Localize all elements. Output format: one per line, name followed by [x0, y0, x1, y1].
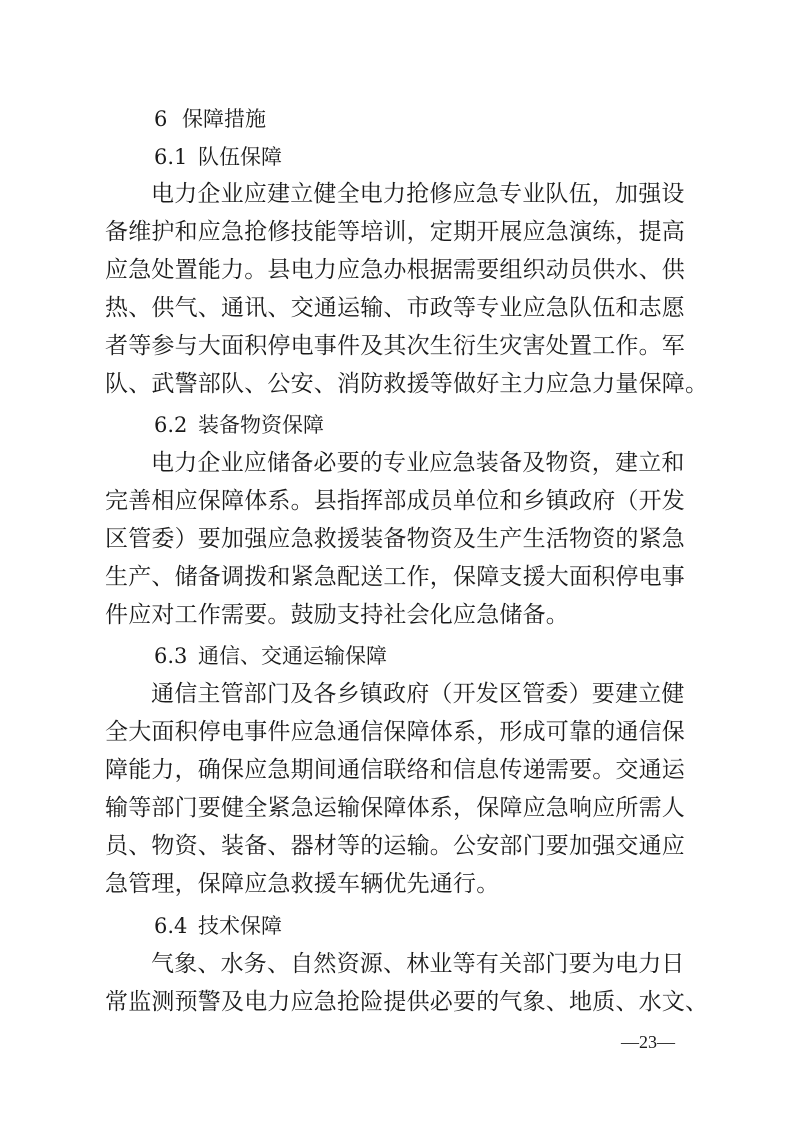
paragraph-line: 障能力，确保应急期间通信联络和信息传递需要。交通运 — [105, 757, 685, 783]
paragraph-line: 队、武警部队、公安、消防救援等做好主力应急力量保障。 — [105, 371, 709, 397]
paragraph-line: 急管理，保障应急救援车辆优先通行。 — [105, 871, 500, 897]
paragraph-line: 应急处置能力。县电力应急办根据需要组织动员供水、供 — [105, 257, 685, 283]
subsection-heading — [154, 139, 739, 175]
subsection-title: 装备物资保障 — [198, 413, 324, 437]
paragraph-line: 完善相应保障体系。县指挥部成员单位和乡镇政府（开发 — [105, 488, 685, 514]
paragraph-line: 电力企业应建立健全电力抢修应急专业队伍，加强设 — [151, 181, 685, 207]
paragraph-line: 通信主管部门及各乡镇政府（开发区管委）要建立健 — [151, 681, 685, 707]
subsection-number: 6.3 — [154, 644, 188, 668]
subsection-number: 6.1 — [154, 145, 188, 169]
subsection-heading — [154, 638, 739, 674]
paragraph-line: 员、物资、装备、器材等的运输。公安部门要加强交通应 — [105, 833, 685, 859]
subsection-title: 通信、交通运输保障 — [198, 644, 387, 668]
subsection-number: 6.4 — [154, 914, 188, 938]
paragraph-line: 区管委）要加强应急救援装备物资及生产生活物资的紧急 — [105, 526, 685, 552]
paragraph-line: 常监测预警及电力应急抢险提供必要的气象、地质、水文、 — [105, 989, 709, 1015]
paragraph-line: 者等参与大面积停电事件及其次生衍生灾害处置工作。军 — [105, 333, 685, 359]
section-heading — [154, 101, 739, 137]
paragraph-line: 备维护和应急抢修技能等培训，定期开展应急演练，提高 — [105, 219, 685, 245]
subsection-title: 队伍保障 — [198, 145, 282, 169]
section-number: 6 — [154, 107, 168, 131]
subsection-heading — [154, 908, 739, 944]
paragraph-line: 电力企业应储备必要的专业应急装备及物资，建立和 — [151, 450, 685, 476]
paragraph-line: 热、供气、通讯、交通运输、市政等专业应急队伍和志愿 — [105, 295, 685, 321]
paragraph-line: 生产、储备调拨和紧急配送工作，保障支援大面积停电事 — [105, 564, 685, 590]
paragraph-line: 输等部门要健全紧急运输保障体系，保障应急响应所需人 — [105, 795, 685, 821]
subsection-title: 技术保障 — [198, 914, 282, 938]
subsection-number: 6.2 — [154, 413, 188, 437]
paragraph-line: 气象、水务、自然资源、林业等有关部门要为电力日 — [151, 951, 685, 977]
page-number: —23— — [621, 1032, 675, 1052]
paragraph-line: 件应对工作需要。鼓励支持社会化应急储备。 — [105, 602, 569, 628]
subsection-heading — [154, 407, 739, 443]
section-title: 保障措施 — [182, 107, 266, 131]
paragraph-line: 全大面积停电事件应急通信保障体系，形成可靠的通信保 — [105, 719, 685, 745]
